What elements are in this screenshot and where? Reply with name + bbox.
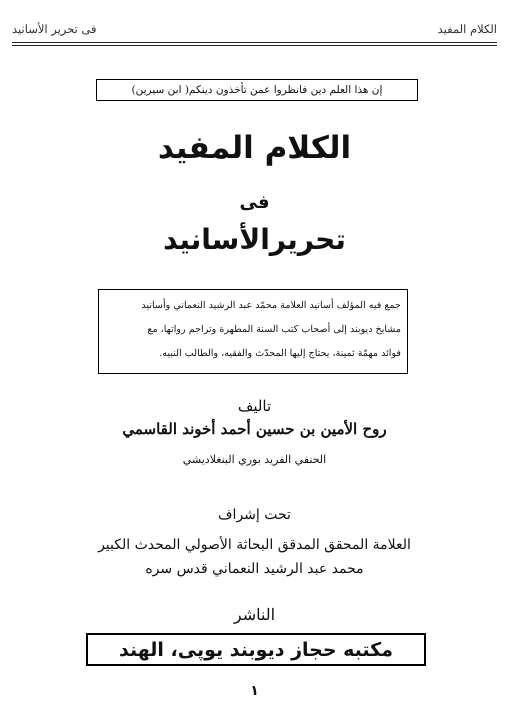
description-line: فوائد مهمّة ثمينة، يحتاج إليها المحدّث والفقيه، والطالب النبيه.: [159, 348, 401, 359]
page-number: ١: [250, 683, 259, 699]
description-line: جمع فيه المؤلف أسانيد العلامة محمّد عبد الرشيد النعماني وأسانيد: [141, 300, 401, 311]
motto-text: إن هذا العلم دين فانظروا عمن تأخذون دينكم( ابن سيرين): [131, 84, 383, 96]
header-divider: [12, 42, 497, 46]
header-subtitle: فی تحریر الأسانید: [12, 22, 97, 36]
author-name: روح الأمين بن حسين أحمد أخوند القاسمي: [122, 420, 387, 438]
supervision-label: تحت إشراف: [218, 507, 291, 523]
running-header: [12, 18, 497, 36]
author-label: تاليف: [237, 397, 272, 415]
header-book-title: الكلام المفيد: [437, 22, 497, 36]
description-line: مشايخ ديوبند إلى أصحاب كتب السنة المطهرة وتراجم رواتها، مع: [147, 324, 401, 335]
book-subtitle: تحريرالأسانيد: [163, 223, 346, 256]
motto-box: [96, 79, 418, 101]
publisher-name: مكتبه حجاز ديوبند يوپى، الهند: [119, 638, 393, 661]
author-nisba: الحنفي الفريد بوري البنغلاديشي: [182, 453, 327, 466]
title-connector: فی: [239, 192, 270, 213]
publisher-label: الناشر: [233, 605, 276, 624]
publisher-box: [86, 633, 426, 666]
supervisor-titles: العلامة المحقق المدقق البحاثة الأصولي المحدث الكبير: [98, 537, 411, 553]
supervisor-name: محمد عبد الرشيد النعماني قدس سره: [145, 561, 364, 577]
description-box: [98, 289, 408, 374]
book-title: الكلام المفيد: [157, 130, 352, 166]
